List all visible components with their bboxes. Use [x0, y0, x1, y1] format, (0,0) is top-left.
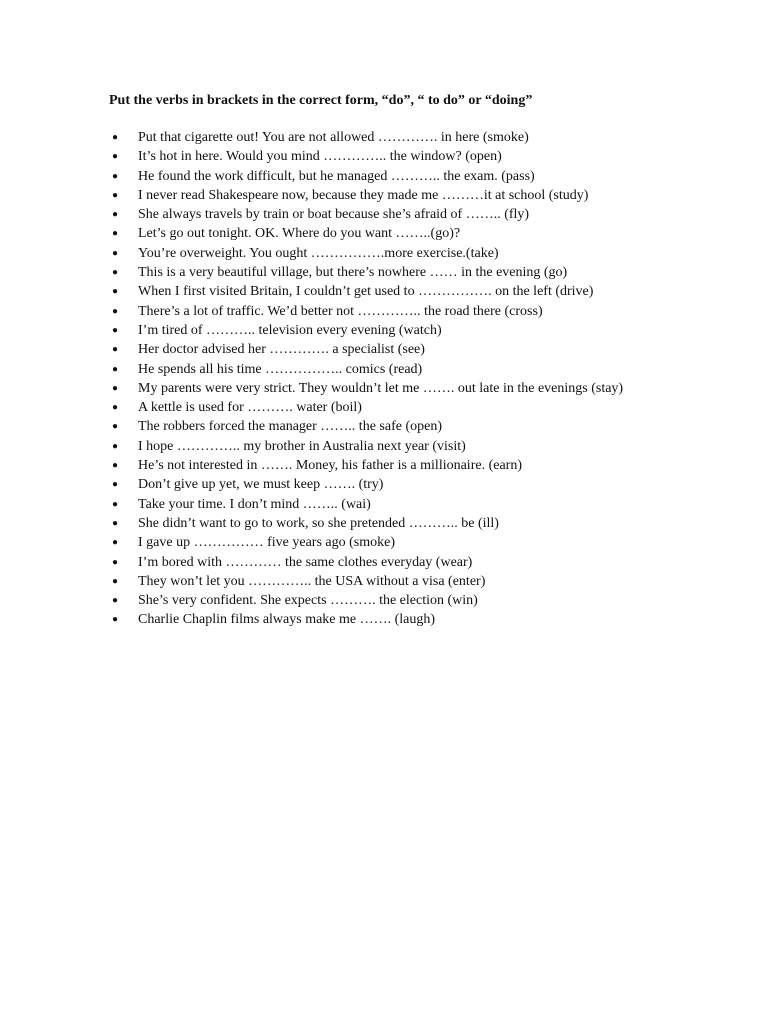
- exercise-item: [109, 321, 649, 340]
- exercise-sentence: He spends all his time …………….. comics (read): [138, 361, 423, 377]
- exercise-item: [109, 379, 649, 398]
- bullet-icon: ●: [112, 151, 119, 163]
- exercise-item: [109, 514, 649, 533]
- exercise-item: [109, 437, 649, 456]
- exercise-sentence: Don’t give up yet, we must keep ……. (try): [138, 477, 384, 493]
- bullet-icon: ●: [112, 460, 119, 472]
- bullet-icon: ●: [112, 344, 119, 356]
- exercise-item: [109, 360, 649, 379]
- exercise-sentence: She always travels by train or boat because she’s afraid of …….. (fly): [138, 207, 530, 223]
- exercise-item: [109, 167, 649, 186]
- exercise-sentence: They won’t let you ………….. the USA without a visa (enter): [138, 573, 486, 589]
- exercise-sentence: He found the work difficult, but he managed ……….. the exam. (pass): [138, 168, 535, 184]
- exercise-item: [109, 475, 649, 494]
- exercise-item: [109, 456, 649, 475]
- bullet-icon: ●: [112, 421, 119, 433]
- bullet-icon: ●: [112, 170, 119, 182]
- exercise-sentence: I’m tired of ……….. television every evening (watch): [138, 322, 442, 338]
- exercise-sentence: The robbers forced the manager …….. the safe (open): [138, 419, 442, 435]
- exercise-list: [109, 128, 649, 630]
- bullet-icon: ●: [112, 614, 119, 626]
- bullet-icon: ●: [112, 247, 119, 259]
- exercise-sentence: A kettle is used for ………. water (boil): [138, 400, 362, 416]
- exercise-item: [109, 591, 649, 610]
- exercise-item: [109, 186, 649, 205]
- bullet-icon: ●: [112, 479, 119, 491]
- exercise-sentence: Take your time. I don’t mind …….. (wai): [138, 496, 371, 512]
- exercise-item: [109, 128, 649, 147]
- exercise-item: [109, 610, 649, 629]
- exercise-sentence: Charlie Chaplin films always make me ……. (laugh): [138, 612, 436, 628]
- exercise-sentence: She’s very confident. She expects ………. the election (win): [138, 593, 478, 609]
- bullet-icon: ●: [112, 537, 119, 549]
- exercise-sentence: Put that cigarette out! You are not allowed …………. in here (smoke): [138, 130, 529, 145]
- exercise-title: Put the verbs in brackets in the correct form, “do”, “ to do” or “doing”: [109, 93, 533, 108]
- exercise-sentence: He’s not interested in ……. Money, his father is a millionaire. (earn): [138, 458, 522, 474]
- bullet-icon: ●: [112, 324, 119, 336]
- exercise-item: [109, 340, 649, 359]
- exercise-sentence: She didn’t want to go to work, so she pretended ……….. be (ill): [138, 515, 499, 531]
- exercise-item: [109, 205, 649, 224]
- bullet-icon: ●: [112, 382, 119, 394]
- bullet-icon: ●: [112, 209, 119, 221]
- exercise-sentence: Her doctor advised her …………. a specialist (see): [138, 342, 425, 358]
- exercise-sentence: My parents were very strict. They wouldn’t let me ……. out late in the evenings (stay): [138, 380, 624, 396]
- exercise-sentence: You’re overweight. You ought …………….more exercise.(take): [138, 245, 499, 261]
- exercise-sentence: Let’s go out tonight. OK. Where do you want ……..(go)?: [138, 226, 461, 242]
- bullet-icon: ●: [112, 517, 119, 529]
- exercise-sentence: I never read Shakespeare now, because they made me ………it at school (study): [138, 187, 589, 203]
- bullet-icon: ●: [112, 556, 119, 568]
- bullet-icon: ●: [112, 286, 119, 298]
- bullet-icon: ●: [112, 575, 119, 587]
- exercise-item: [109, 282, 649, 301]
- exercise-sentence: This is a very beautiful village, but there’s nowhere …… in the evening (go): [138, 265, 568, 281]
- exercise-item: [109, 533, 649, 552]
- exercise-sentence: I hope ………….. my brother in Australia next year (visit): [138, 438, 466, 454]
- bullet-icon: ●: [112, 440, 119, 452]
- bullet-icon: ●: [112, 498, 119, 510]
- exercise-item: [109, 572, 649, 591]
- exercise-item: [109, 147, 649, 166]
- exercise-item: [109, 417, 649, 436]
- exercise-sentence: I’m bored with ………… the same clothes everyday (wear): [138, 554, 473, 570]
- bullet-icon: ●: [112, 363, 119, 375]
- exercise-sentence: When I first visited Britain, I couldn’t get used to ……………. on the left (drive): [138, 284, 594, 300]
- bullet-icon: ●: [112, 228, 119, 240]
- exercise-sentence: I gave up …………… five years ago (smoke): [138, 535, 395, 551]
- exercise-item: [109, 495, 649, 514]
- exercise-sentence: It’s hot in here. Would you mind ………….. the window? (open): [138, 149, 502, 165]
- exercise-item: [109, 224, 649, 243]
- exercise-item: [109, 244, 649, 263]
- exercise-sentence: There’s a lot of traffic. We’d better not ………….. the road there (cross): [138, 303, 543, 319]
- exercise-item: [109, 263, 649, 282]
- bullet-icon: ●: [112, 267, 119, 279]
- bullet-icon: ●: [112, 189, 119, 201]
- bullet-icon: ●: [112, 132, 119, 143]
- exercise-item: [109, 302, 649, 321]
- bullet-icon: ●: [112, 595, 119, 607]
- bullet-icon: ●: [112, 402, 119, 414]
- exercise-item: [109, 398, 649, 417]
- bullet-icon: ●: [112, 305, 119, 317]
- exercise-item: [109, 553, 649, 572]
